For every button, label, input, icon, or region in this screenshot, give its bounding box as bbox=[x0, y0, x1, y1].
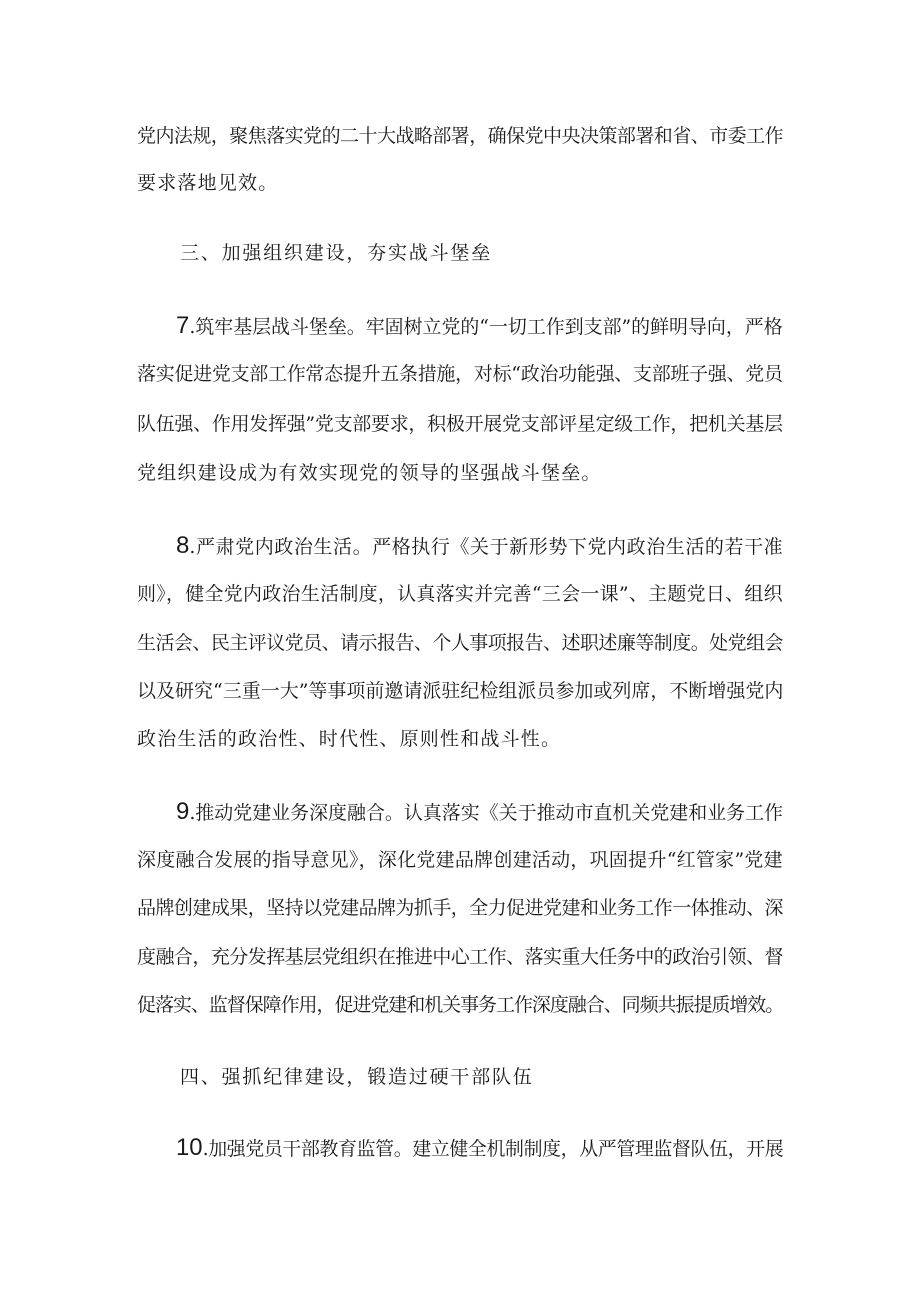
paragraph-line: 队伍强、作用发挥强”党支部要求，积极开展党支部评星定级工作，把机关基层 bbox=[137, 413, 783, 435]
item-number: 7 bbox=[176, 312, 190, 339]
item-number: 10 bbox=[176, 1134, 203, 1161]
paragraph-line: 要求落地见效。 bbox=[137, 172, 279, 194]
paragraph-line: 度融合，充分发挥基层党组织在推进中心工作、落实重大任务中的政治引领、督 bbox=[137, 946, 784, 968]
paragraph-line: 党组织建设成为有效实现党的领导的坚强战斗堡垒。 bbox=[137, 462, 602, 484]
paragraph-line: 政治生活的政治性、时代性、原则性和战斗性。 bbox=[137, 728, 562, 750]
paragraph-line: 落实促进党支部工作常态提升五条措施，对标“政治功能强、支部班子强、党员 bbox=[137, 363, 783, 385]
item-7-text: .筑牢基层战斗堡垒。牢固树立党的“一切工作到支部”的鲜明导向，严格 bbox=[189, 316, 783, 338]
section-heading: 三、加强组织建设，夯实战斗堡垒 bbox=[180, 242, 493, 264]
paragraph-line: 则》，健全党内政治生活制度，认真落实并完善“三会一课”、主题党日、组织 bbox=[137, 583, 783, 605]
item-7-first-line bbox=[176, 314, 783, 339]
item-9-text: .推动党建业务深度融合。认真落实《关于推动市直机关党建和业务工作 bbox=[189, 802, 784, 824]
item-8-text: .严肃党内政治生活。严格执行《关于新形势下党内政治生活的若干准 bbox=[189, 536, 784, 558]
paragraph-line: 生活会、民主评议党员、请示报告、个人事项报告、述职述廉等制度。处党组会 bbox=[137, 632, 784, 654]
paragraph-line: 党内法规，聚焦落实党的二十大战略部署，确保党中央决策部署和省、市委工作 bbox=[137, 125, 784, 147]
paragraph-line: 深度融合发展的指导意见》，深化党建品牌创建活动，巩固提升“红管家”党建 bbox=[137, 849, 783, 871]
item-10-text: .加强党员干部教育监管。建立健全机制制度，从严管理监督队伍，开展 bbox=[202, 1138, 784, 1160]
item-10-first-line bbox=[176, 1136, 783, 1161]
item-8-first-line bbox=[176, 534, 783, 559]
paragraph-line: 以及研究“三重一大”等事项前邀请派驻纪检组派员参加或列席，不断增强党内 bbox=[137, 680, 784, 702]
paragraph-line: 品牌创建成果，坚持以党建品牌为抓手，全力促进党建和业务工作一体推动、深 bbox=[137, 897, 784, 919]
item-9-first-line bbox=[176, 800, 783, 825]
item-number: 8 bbox=[176, 532, 190, 559]
section-heading: 四、强抓纪律建设，锻造过硬干部队伍 bbox=[180, 1066, 534, 1088]
item-number: 9 bbox=[176, 798, 190, 825]
paragraph-line: 促落实、监督保障作用，促进党建和机关事务工作深度融合、同频共振提质增效。 bbox=[137, 994, 784, 1016]
